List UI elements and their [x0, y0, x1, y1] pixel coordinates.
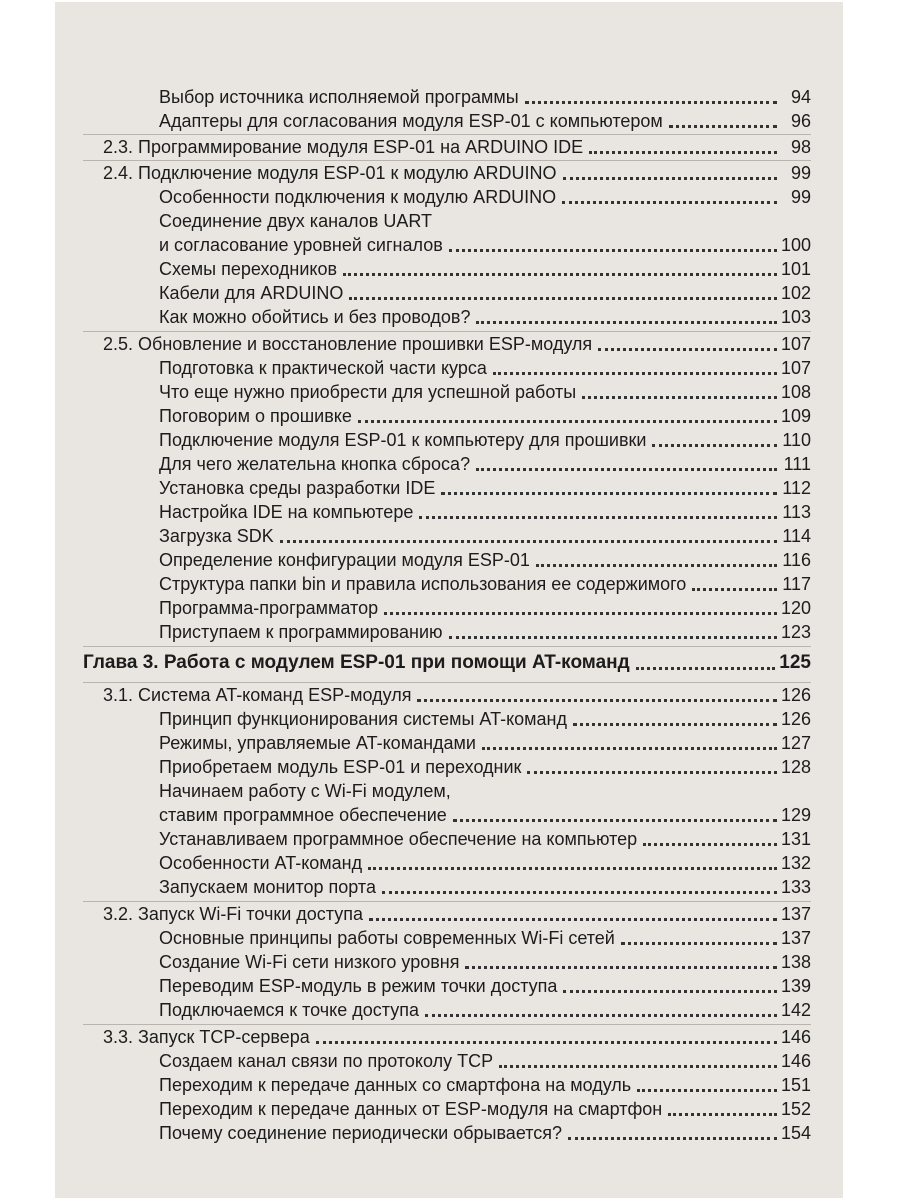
toc-entry: Как можно обойтись и без проводов? 103	[159, 307, 811, 327]
toc-entry: Подключаемся к точке доступа 142	[159, 1000, 811, 1020]
toc-entry: Настройка IDE на компьютере 113	[159, 502, 811, 522]
toc-entry: Запускаем монитор порта 133	[159, 877, 811, 897]
toc-entry: Подключение модуля ESP-01 к компьютеру для прошивки 110	[159, 430, 811, 450]
section-divider	[83, 160, 811, 161]
toc-entry: Особенности подключения к модулю ARDUINO 99	[159, 187, 811, 207]
toc-entry: Приступаем к программированию 123	[159, 622, 811, 642]
toc-entry: Переводим ESP-модуль в режим точки доступа 139	[159, 976, 811, 996]
section-divider	[83, 682, 811, 683]
section-divider	[83, 134, 811, 135]
toc-entry: Особенности AT-команд 132	[159, 853, 811, 873]
toc-entry: ставим программное обеспечение 129	[159, 805, 811, 825]
toc-entry: Принцип функционирования системы AT-команд 126	[159, 709, 811, 729]
toc-entry: Режимы, управляемые AT-командами 127	[159, 733, 811, 753]
toc-entry: Что еще нужно приобрести для успешной работы 108	[159, 382, 811, 402]
toc-entry-line: Соединение двух каналов UART	[159, 211, 432, 231]
toc-section: 3.3. Запуск TCP-сервера 146	[103, 1027, 811, 1047]
toc-entry: Переходим к передаче данных от ESP-модуля на смартфон 152	[159, 1099, 811, 1119]
toc-entry: Подготовка к практической части курса 107	[159, 358, 811, 378]
toc-entry: Структура папки bin и правила использования ее содержимого 117	[159, 574, 811, 594]
toc-entry: Поговорим о прошивке 109	[159, 406, 811, 426]
toc-entry: Схемы переходников 101	[159, 259, 811, 279]
toc-section: 2.3. Программирование модуля ESP-01 на ARDUINO IDE 98	[103, 137, 811, 157]
toc-entry-line: Начинаем работу с Wi-Fi модулем,	[159, 781, 451, 801]
toc-entry: Создание Wi-Fi сети низкого уровня 138	[159, 952, 811, 972]
toc-section: 3.1. Система AT-команд ESP-модуля 126	[103, 685, 811, 705]
toc-entry: Основные принципы работы современных Wi-Fi сетей 137	[159, 928, 811, 948]
toc-entry: Приобретаем модуль ESP-01 и переходник 128	[159, 757, 811, 777]
section-divider	[83, 646, 811, 647]
section-divider	[83, 901, 811, 902]
toc-entry: Почему соединение периодически обрывается? 154	[159, 1123, 811, 1143]
toc-entry: Создаем канал связи по протоколу TCP 146	[159, 1051, 811, 1071]
toc-entry: Программа-программатор 120	[159, 598, 811, 618]
toc-entry: Адаптеры для согласования модуля ESP-01 с компьютером 96	[159, 111, 811, 131]
toc-section: 3.2. Запуск Wi-Fi точки доступа 137	[103, 904, 811, 924]
toc-entry: Кабели для ARDUINO 102	[159, 283, 811, 303]
toc-section: 2.4. Подключение модуля ESP-01 к модулю ARDUINO 99	[103, 163, 811, 183]
toc-chapter: Глава 3. Работа с модулем ESP-01 при помощи AT-команд 125	[83, 652, 811, 673]
book-page	[55, 2, 843, 1198]
toc-entry: и согласование уровней сигналов 100	[159, 235, 811, 255]
toc-entry: Загрузка SDK 114	[159, 526, 811, 546]
section-divider	[83, 331, 811, 332]
toc-entry: Определение конфигурации модуля ESP-01 116	[159, 550, 811, 570]
toc-section: 2.5. Обновление и восстановление прошивки ESP-модуля 107	[103, 334, 811, 354]
toc-entry: Установка среды разработки IDE 112	[159, 478, 811, 498]
toc-entry: Устанавливаем программное обеспечение на компьютер 131	[159, 829, 811, 849]
toc-entry: Для чего желательна кнопка сброса? 111	[159, 454, 811, 474]
section-divider	[83, 1024, 811, 1025]
toc-entry: Выбор источника исполняемой программы 94	[159, 87, 811, 107]
toc-entry: Переходим к передаче данных со смартфона на модуль 151	[159, 1075, 811, 1095]
